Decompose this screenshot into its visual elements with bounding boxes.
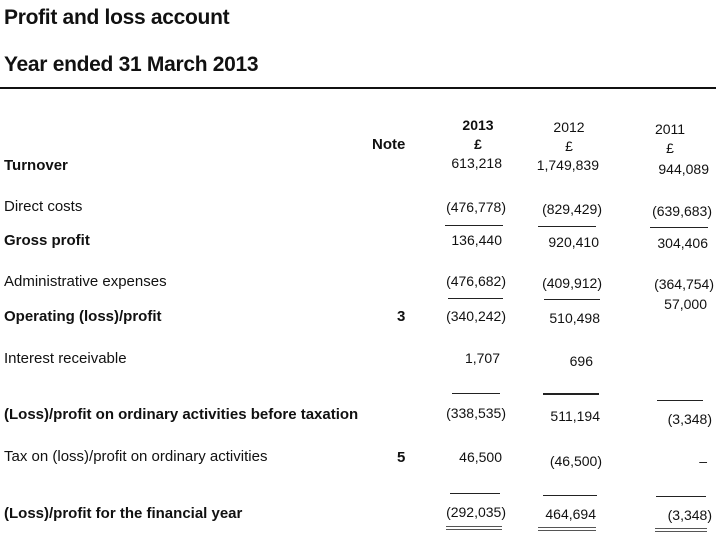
row-label-profit-for-year: (Loss)/profit for the financial year (4, 505, 243, 522)
row-label-interest-receivable: Interest receivable (4, 350, 127, 367)
row-label-direct-costs: Direct costs (4, 198, 83, 215)
note-column-header: Note (372, 136, 406, 153)
row-label-profit-before-tax: (Loss)/profit on ordinary activities before taxation (4, 406, 359, 423)
value-profit-for-year-2012: 464,694 (545, 506, 596, 522)
row-label-operating-profit: Operating (loss)/profit (4, 308, 162, 325)
underline-admin-expenses-2012 (544, 299, 600, 300)
underline-interest-2013 (452, 393, 500, 394)
double-underline-2012-a (538, 527, 596, 528)
underline-interest-2012 (543, 393, 599, 395)
double-underline-2011-a (655, 528, 707, 529)
year-header-2013: 2013 (462, 117, 494, 133)
double-underline-2013-a (446, 526, 502, 527)
value-turnover-2012: 1,749,839 (536, 157, 599, 173)
value-admin-expenses-2013: (476,682) (446, 273, 506, 289)
value-interest-receivable-2012: 696 (569, 353, 593, 369)
value-tax-2012: (46,500) (549, 453, 602, 469)
note-ref-tax: 5 (397, 449, 406, 466)
currency-header-2012: £ (565, 138, 573, 154)
value-profit-before-tax-2013: (338,535) (446, 405, 506, 421)
page-title: Profit and loss account (4, 6, 230, 29)
row-label-admin-expenses: Administrative expenses (4, 273, 167, 290)
underline-direct-costs-2011 (650, 227, 708, 228)
value-direct-costs-2013: (476,778) (446, 199, 506, 215)
year-header-2011: 2011 (654, 121, 686, 137)
row-label-gross-profit: Gross profit (4, 232, 90, 249)
year-header-2012: 2012 (553, 119, 585, 135)
value-turnover-2011: 944,089 (658, 161, 709, 177)
value-admin-expenses-2012: (409,912) (542, 275, 602, 291)
value-tax-2013: 46,500 (459, 449, 502, 465)
underline-tax-2011 (656, 496, 706, 497)
value-direct-costs-2012: (829,429) (542, 201, 602, 217)
underline-interest-2011 (657, 400, 703, 401)
value-operating-profit-2011: 57,000 (664, 296, 707, 312)
value-profit-for-year-2011: (3,348) (667, 507, 712, 523)
double-underline-2013-b (446, 529, 502, 530)
underline-tax-2012 (543, 495, 597, 496)
underline-direct-costs-2013 (445, 225, 503, 226)
value-operating-profit-2013: (340,242) (446, 308, 506, 324)
value-profit-before-tax-2012: 511,194 (550, 408, 600, 424)
value-gross-profit-2013: 136,440 (451, 232, 502, 248)
value-gross-profit-2012: 920,410 (548, 234, 599, 250)
row-label-turnover: Turnover (4, 157, 68, 174)
underline-direct-costs-2012 (538, 226, 596, 227)
value-gross-profit-2011: 304,406 (657, 235, 708, 251)
header-rule (0, 87, 716, 89)
value-operating-profit-2012: 510,498 (549, 310, 600, 326)
page-subtitle: Year ended 31 March 2013 (4, 53, 259, 76)
value-admin-expenses-2011: (364,754) (654, 276, 714, 292)
double-underline-2011-b (655, 531, 707, 532)
value-interest-receivable-2013: 1,707 (464, 350, 500, 366)
value-profit-for-year-2013: (292,035) (446, 504, 506, 520)
value-tax-2011: – (699, 453, 707, 469)
value-direct-costs-2011: (639,683) (652, 203, 712, 219)
note-ref-operating-profit: 3 (397, 308, 406, 325)
value-turnover-2013: 613,218 (451, 155, 502, 171)
currency-header-2011: £ (666, 140, 674, 156)
double-underline-2012-b (538, 530, 596, 531)
value-profit-before-tax-2011: (3,348) (667, 411, 712, 427)
currency-header-2013: £ (474, 136, 482, 152)
underline-admin-expenses-2013 (448, 298, 503, 299)
underline-tax-2013 (450, 493, 500, 494)
row-label-tax: Tax on (loss)/profit on ordinary activities (4, 448, 268, 465)
